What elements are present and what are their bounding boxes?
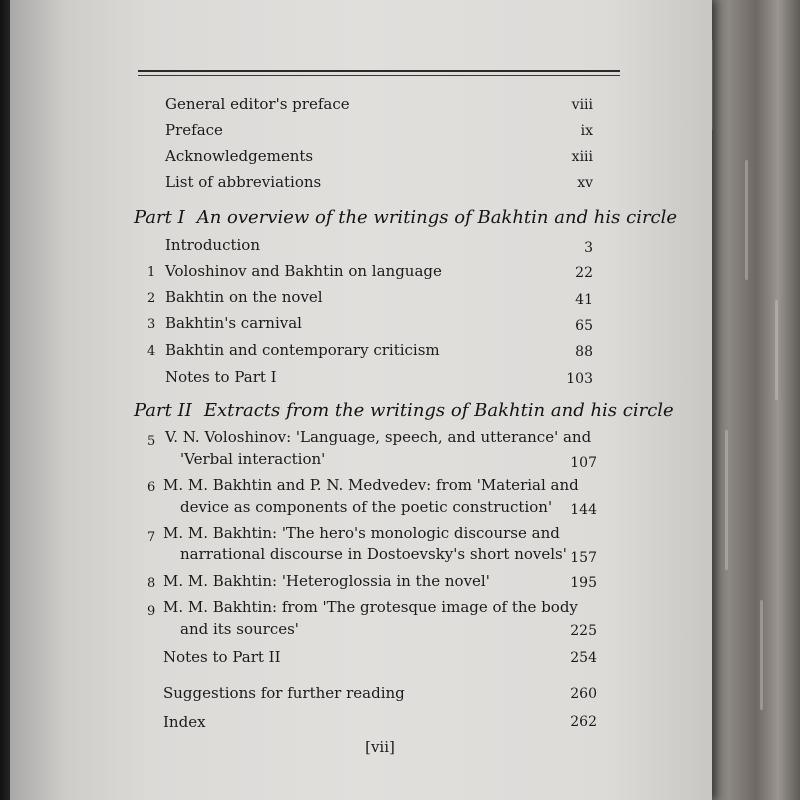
toc-entry-title-cont: device as components of the poetic construction'	[180, 498, 553, 516]
toc-entry-page: 195	[570, 575, 597, 591]
chapter-number: 6	[147, 480, 156, 495]
page-number: [vii]	[365, 738, 395, 756]
toc-entry-title: M. M. Bakhtin and P. N. Medvedev: from 'Material and	[163, 476, 579, 494]
toc-entry-title: Suggestions for further reading	[163, 684, 405, 702]
toc-entry-title: Notes to Part I	[165, 368, 277, 386]
toc-entry-page: 88	[575, 344, 593, 360]
toc-entry-title-cont: narrational discourse in Dostoevsky's short novels'	[180, 545, 567, 563]
chapter-number: 9	[147, 604, 156, 619]
toc-entry-page: 22	[575, 265, 593, 281]
part-title: An overview of the writings of Bakhtin and his circle	[196, 207, 678, 228]
part-title: Extracts from the writings of Bakhtin and his circle	[203, 400, 674, 421]
toc-entry-page: 225	[570, 623, 597, 639]
chapter-number: 8	[147, 576, 156, 591]
chapter-number: 4	[147, 344, 156, 359]
toc-entry-page: 65	[575, 318, 593, 334]
toc-entry-title: List of abbreviations	[165, 173, 322, 191]
toc-entry-page: 144	[570, 502, 597, 518]
toc-entry-page: 157	[570, 550, 597, 566]
toc-entry-title: Preface	[165, 121, 223, 139]
toc-entry-page: xiii	[571, 149, 593, 165]
toc-entry-page: xv	[577, 175, 593, 191]
toc-entry-page: 41	[575, 292, 593, 308]
toc-entry-page: 254	[570, 650, 597, 666]
chapter-number: 7	[147, 530, 156, 545]
toc-entry-title-cont: 'Verbal interaction'	[180, 450, 326, 468]
toc-entry-page: 103	[566, 371, 593, 387]
toc-entry-page: 262	[570, 714, 597, 730]
chapter-number: 2	[147, 291, 156, 306]
part-heading	[134, 400, 674, 421]
toc-entry-page: viii	[571, 97, 593, 113]
toc-entry-title-cont: and its sources'	[180, 620, 299, 638]
toc-entry-title: General editor's preface	[165, 95, 350, 113]
toc-entry-title: M. M. Bakhtin: from 'The grotesque image of the body	[163, 598, 578, 616]
toc-entry-page: 260	[570, 686, 597, 702]
toc-entry-title: Voloshinov and Bakhtin on language	[165, 262, 442, 280]
top-rule	[138, 70, 620, 72]
toc-entry-title: M. M. Bakhtin: 'Heteroglossia in the novel'	[163, 572, 490, 590]
part-label: Part I	[134, 207, 185, 228]
toc-entry-title: Introduction	[165, 236, 260, 254]
top-rule-thin	[138, 75, 620, 76]
toc-entry-title: Bakhtin and contemporary criticism	[165, 341, 440, 359]
toc-entry-page: 107	[570, 455, 597, 471]
toc-entry-title: Notes to Part II	[163, 648, 281, 666]
toc-entry-title: Bakhtin's carnival	[165, 314, 302, 332]
chapter-number: 3	[147, 317, 156, 332]
chapter-number: 5	[147, 434, 156, 449]
toc-entry-title: Acknowledgements	[165, 147, 314, 165]
chapter-number: 1	[147, 265, 156, 280]
toc-entry-title: V. N. Voloshinov: 'Language, speech, and utterance' and	[165, 428, 592, 446]
toc-entry-page: 3	[584, 240, 593, 256]
toc-entry-title: Index	[163, 713, 206, 731]
contents-page	[10, 0, 712, 800]
part-label: Part II	[134, 400, 192, 421]
toc-entry-page: ix	[580, 123, 593, 139]
part-heading	[134, 207, 677, 228]
toc-entry-title: M. M. Bakhtin: 'The hero's monologic discourse and	[163, 524, 560, 542]
toc-entry-title: Bakhtin on the novel	[165, 288, 323, 306]
